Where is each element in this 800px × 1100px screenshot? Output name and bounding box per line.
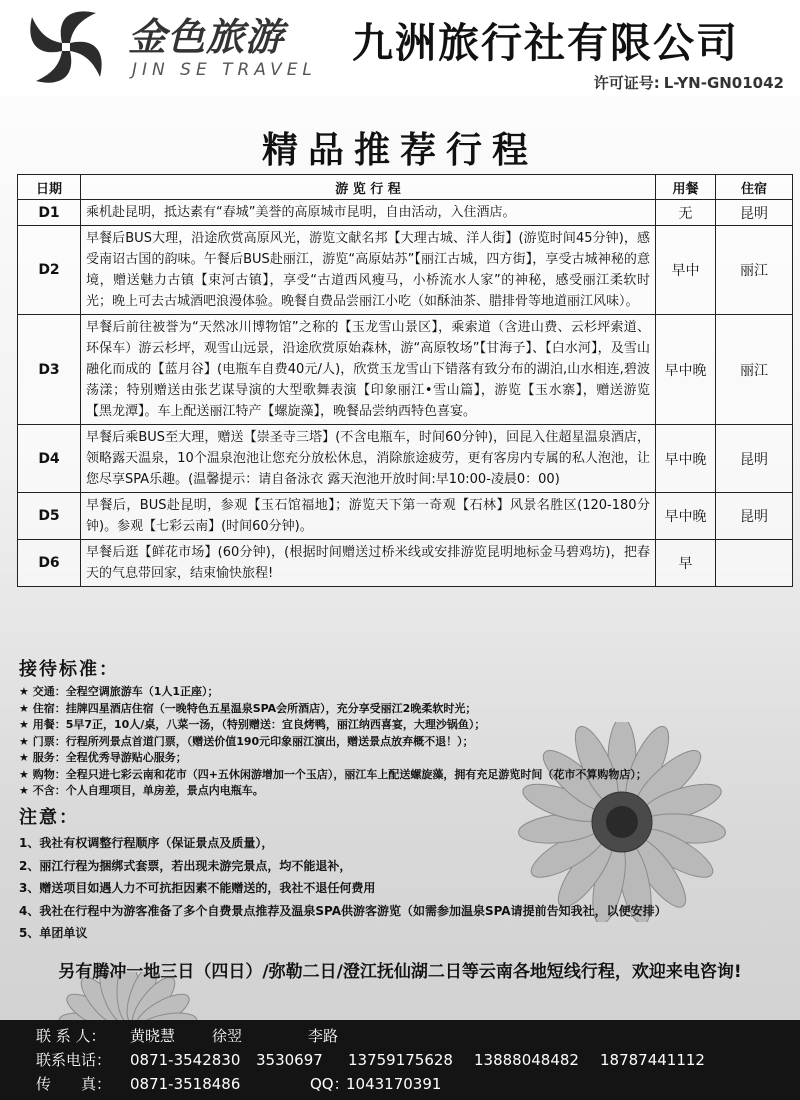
itinerary-cell: 早餐后BUS大理，沿途欣赏高原风光，游览文献名邦【大理古城、洋人街】(游览时间45分钟)，感受南诏古国的韵味。午餐后BUS赴丽江，游览“高原姑苏”【丽江古城，四方街】，享受古城神秘的意境，赠送魅力古镇【束河古镇】，享受“古道西风瘦马，小桥流水人家”的神秘，感受丽江柔软时光；晚上可去古城酒吧浪漫体验。晚餐自费品尝丽江小吃（如酥油茶、腊排骨等地道丽江风味）。 bbox=[81, 226, 656, 315]
contact-footer bbox=[0, 1020, 800, 1100]
table-row bbox=[18, 540, 793, 587]
reception-standards bbox=[19, 655, 789, 800]
day-cell: D1 bbox=[18, 200, 81, 226]
notes-title: 注意： bbox=[19, 807, 79, 828]
phone-number: 13888048482 bbox=[474, 1051, 579, 1069]
brand-name-english: JIN SE TRAVEL bbox=[132, 60, 317, 80]
meals-cell: 早 bbox=[656, 540, 716, 587]
day-cell: D6 bbox=[18, 540, 81, 587]
license-value: L-YN-GN01042 bbox=[663, 74, 784, 92]
contact-name: 徐翌 bbox=[212, 1027, 243, 1045]
column-header-itinerary: 游 览 行 程 bbox=[81, 175, 656, 200]
list-item: ★ 交通：全程空调旅游车（1人1正座）； bbox=[19, 685, 219, 698]
promo-banner: 另有腾冲一地三日（四日）/弥勒二日/澄江抚仙湖二日等云南各地短线行程，欢迎来电咨询! bbox=[58, 962, 742, 982]
agency-name: 九洲旅行社有限公司 bbox=[352, 19, 739, 67]
list-item: 1、我社有权调整行程顺序（保证景点及质量）， bbox=[19, 836, 274, 850]
pinwheel-logo-icon bbox=[20, 8, 112, 86]
meals-cell: 无 bbox=[656, 200, 716, 226]
contacts-row bbox=[36, 1025, 338, 1046]
phone-number: 0871-3542830 bbox=[130, 1051, 241, 1069]
table-row bbox=[18, 493, 793, 540]
day-cell: D3 bbox=[18, 315, 81, 425]
itinerary-cell: 早餐后前往被誉为“天然冰川博物馆”之称的【玉龙雪山景区】，乘索道（含进山费、云杉坪索道、环保车）游云杉坪，观雪山远景，沿途欣赏原始森林，游“高原牧场”【甘海子】、【白水河】，及雪山融化而成的【蓝月谷】(电瓶车自费40元/人)，欣赏玉龙雪山下错落有致分布的湖泊,山水相连,碧波荡漾；特别赠送由张艺谋导演的大型歌舞表演【印象丽江•雪山篇】，游览【玉水寨】，赠送游览【黑龙潭】。车上配送丽江特产【螺旋藻】，晚餐品尝纳西特色喜宴。 bbox=[81, 315, 656, 425]
contact-name: 黄晓慧 bbox=[130, 1027, 176, 1045]
contact-name: 李路 bbox=[308, 1027, 339, 1045]
table-row bbox=[18, 226, 793, 315]
table-row bbox=[18, 315, 793, 425]
phones-row bbox=[36, 1049, 705, 1070]
table-header-row bbox=[18, 175, 793, 200]
itinerary-cell: 乘机赴昆明，抵达素有“春城”美誉的高原城市昆明，自由活动，入住酒店。 bbox=[81, 200, 656, 226]
phone-number: 3530697 bbox=[256, 1051, 323, 1069]
table-row bbox=[18, 200, 793, 226]
fax-row bbox=[36, 1073, 441, 1094]
notes-section bbox=[19, 803, 789, 945]
lodging-cell: 丽江 bbox=[716, 315, 793, 425]
column-header-meals: 用餐 bbox=[656, 175, 716, 200]
list-item: 5、单团单议 bbox=[19, 926, 88, 940]
fax-label: 传 真： bbox=[36, 1075, 112, 1093]
header bbox=[0, 0, 800, 96]
itinerary-cell: 早餐后，BUS赴昆明，参观【玉石馆福地】；游览天下第一奇观【石林】风景名胜区(120-180分钟)。参观【七彩云南】(时间60分钟)。 bbox=[81, 493, 656, 540]
lodging-cell bbox=[716, 540, 793, 587]
lodging-cell: 昆明 bbox=[716, 493, 793, 540]
brand-name: 金色旅游 bbox=[128, 15, 285, 59]
list-item: ★ 购物：全程只进七彩云南和花市（四+五休闲游增加一个玉店），丽江车上配送螺旋藻，拥有充足游览时间（花市不算购物店）； bbox=[19, 767, 647, 781]
day-cell: D5 bbox=[18, 493, 81, 540]
meals-cell: 早中晚 bbox=[656, 315, 716, 425]
page-title: 精品推荐行程 bbox=[261, 130, 538, 171]
lodging-cell: 丽江 bbox=[716, 226, 793, 315]
lodging-cell: 昆明 bbox=[716, 200, 793, 226]
list-item: ★ 门票：行程所列景点首道门票，（赠送价值190元印象丽江演出，赠送景点放弃概不退！）； bbox=[19, 734, 474, 748]
list-item: ★ 不含：个人自理项目，单房差，景点内电瓶车。 bbox=[19, 784, 264, 797]
itinerary-cell: 早餐后乘BUS至大理，赠送【崇圣寺三塔】(不含电瓶车，时间60分钟)，回昆入住超星温泉酒店，领略露天温泉，10个温泉泡池让您充分放松休息，消除旅途疲劳，更有客房内专属的私人泡池，让您尽享SPA乐趣。(温馨提示：请自备泳衣 露天泡池开放时间:早10:00-凌晨0：00) bbox=[81, 425, 656, 493]
fax-number: 0871-3518486 bbox=[130, 1075, 241, 1093]
table-row bbox=[18, 425, 793, 493]
itinerary-table bbox=[17, 174, 793, 587]
contacts-label: 联 系 人： bbox=[36, 1027, 106, 1045]
day-cell: D2 bbox=[18, 226, 81, 315]
list-item: 2、丽江行程为捆绑式套票，若出现未游完景点，均不能退补， bbox=[19, 858, 352, 873]
column-header-lodging: 住宿 bbox=[716, 175, 793, 200]
qq-label: QQ： bbox=[310, 1075, 349, 1093]
column-header-day: 日期 bbox=[18, 175, 81, 200]
list-item: ★ 服务：全程优秀导游贴心服务； bbox=[19, 751, 187, 764]
license-number bbox=[594, 72, 784, 93]
list-item: 3、赠送项目如遇人力不可抗拒因素不能赠送的，我社不退任何费用 bbox=[19, 881, 376, 895]
meals-cell: 早中晚 bbox=[656, 425, 716, 493]
phone-number: 18787441112 bbox=[600, 1051, 705, 1069]
meals-cell: 早中 bbox=[656, 226, 716, 315]
list-item: 4、我社在行程中为游客准备了多个自费景点推荐及温泉SPA供游客游览（如需参加温泉SPA请提前告知我社，以便安排） bbox=[19, 903, 667, 918]
phone-label: 联系电话： bbox=[36, 1051, 112, 1069]
itinerary-cell: 早餐后逛【鲜花市场】(60分钟)，(根据时间赠送过桥米线或安排游览昆明地标金马碧鸡坊)，把春天的气息带回家，结束愉快旅程! bbox=[81, 540, 656, 587]
qq-number: 1043170391 bbox=[346, 1075, 442, 1093]
list-item: ★ 住宿：挂牌四星酒店住宿（一晚特色五星温泉SPA会所酒店），充分享受丽江2晚柔软时光； bbox=[19, 701, 477, 715]
reception-title: 接待标准： bbox=[19, 659, 119, 680]
day-cell: D4 bbox=[18, 425, 81, 493]
phone-number: 13759175628 bbox=[348, 1051, 453, 1069]
license-label: 许可证号: bbox=[593, 74, 660, 92]
list-item: ★ 用餐：5早7正，10人/桌，八菜一汤，（特别赠送：宜良烤鸭，丽江纳西喜宴，大理沙锅鱼）； bbox=[19, 718, 486, 731]
meals-cell: 早中晚 bbox=[656, 493, 716, 540]
lodging-cell: 昆明 bbox=[716, 425, 793, 493]
